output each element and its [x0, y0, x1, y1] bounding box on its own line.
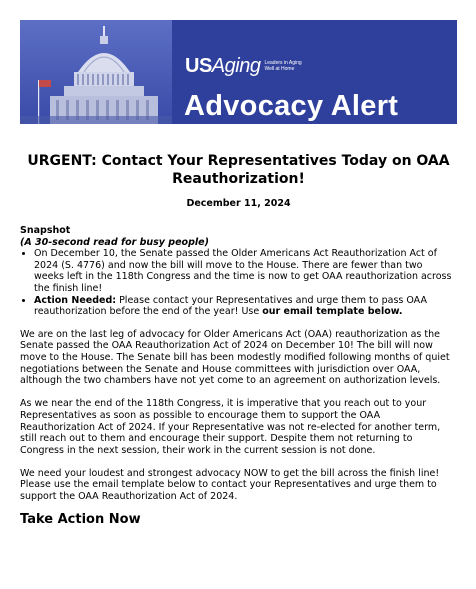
snapshot-subheading: (A 30-second read for busy people)	[20, 236, 209, 248]
alert-date: December 11, 2024	[186, 198, 291, 209]
email-template-link[interactable]: our email template below.	[262, 306, 403, 318]
page-headline: URGENT: Contact Your Representatives Today on OAA Reauthorization!	[27, 153, 450, 187]
snapshot-bullet-2	[34, 295, 452, 318]
banner-title: Advocacy Alert	[184, 90, 399, 122]
paragraph-1: We are on the last leg of advocacy for Older Americans Act (OAA) reauthorization as the Senate passed the OAA Reauthorization Act of 2024 on December 10! The bill will now move to the House. The Senate bill has been modestly modified following months of quiet negotiations between the Senate and House committees with jurisdiction over OAA, although the two chambers have not yet come to an agreement on authorization levels.	[20, 328, 450, 387]
paragraph-2: As we near the end of the 118th Congress, it is imperative that you reach out to your Representatives as soon as possible to encourage them to support the OAA Reauthorization Act of 2024. If your Representative was not re-elected for another term, still reach out to them and encourage their support. Despite them not returning to Congress in the next session, their work in the current session is not done.	[20, 398, 441, 456]
capitol-building-image	[20, 20, 172, 124]
article-body	[20, 225, 452, 526]
action-needed-text: Please contact your Representatives and urge them to pass OAA reauthorization before the end of the year! Use	[34, 294, 427, 318]
paragraph-3: We need your loudest and strongest advocacy NOW to get the bill across the finish line! Please use the email template below to contact your Representatives and urge them to support the OAA Reauthorization Act of 2024.	[20, 467, 440, 503]
usaging-logo	[185, 56, 304, 76]
snapshot-bullet-1: • On December 10, the Senate passed the Older Americans Act Reauthorization Act of 2024 (S. 4776) and now the bill will move to the House. There are fewer than two weeks left in the 118th Congress and the time is now to get OAA reauthorization across the finish line!	[34, 248, 452, 294]
snapshot-list	[20, 248, 452, 318]
take-action-heading: Take Action Now	[20, 512, 141, 528]
logo-us-text: US	[185, 55, 212, 77]
action-needed-label: Action Needed:	[34, 294, 117, 306]
snapshot-heading: Snapshot	[20, 225, 71, 236]
header-banner	[20, 20, 457, 124]
logo-aging-text: Aging	[211, 55, 261, 77]
logo-tagline: Leaders in Aging Well at Home	[264, 60, 302, 72]
